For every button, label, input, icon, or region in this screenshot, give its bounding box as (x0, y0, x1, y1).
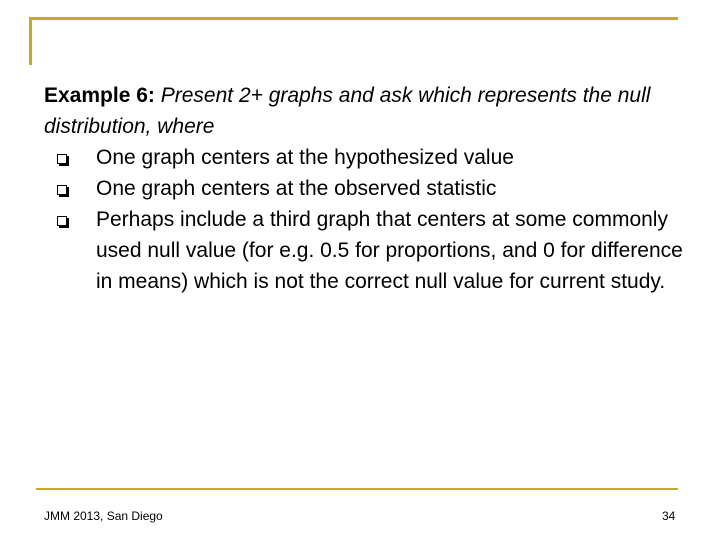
square-bullet-icon (57, 185, 67, 195)
square-bullet-icon (57, 216, 67, 226)
bullet-text: Perhaps include a third graph that centers at some commonly used null value (for e.g. 0.5 for proportions, and 0 for difference in means) which is not the correct null value for current study. (96, 208, 683, 293)
page-number: 34 (662, 509, 676, 523)
square-bullet-icon (57, 154, 67, 164)
bullet-item (44, 173, 684, 204)
footer-rule (36, 488, 678, 490)
example-label: Example 6: (44, 84, 155, 107)
frame-left-rule (29, 17, 32, 65)
bullet-text: One graph centers at the observed statistic (96, 177, 497, 200)
slide-content (44, 80, 684, 297)
frame-top-rule (29, 17, 678, 20)
bullet-item (44, 142, 684, 173)
bullet-list (44, 142, 684, 297)
bullet-item (44, 204, 684, 297)
footer-label: JMM 2013, San Diego (44, 509, 163, 523)
example-intro (44, 80, 684, 142)
bullet-text: One graph centers at the hypothesized value (96, 146, 514, 169)
example-body: Present 2+ graphs and ask which represents the null distribution, where (44, 84, 651, 138)
